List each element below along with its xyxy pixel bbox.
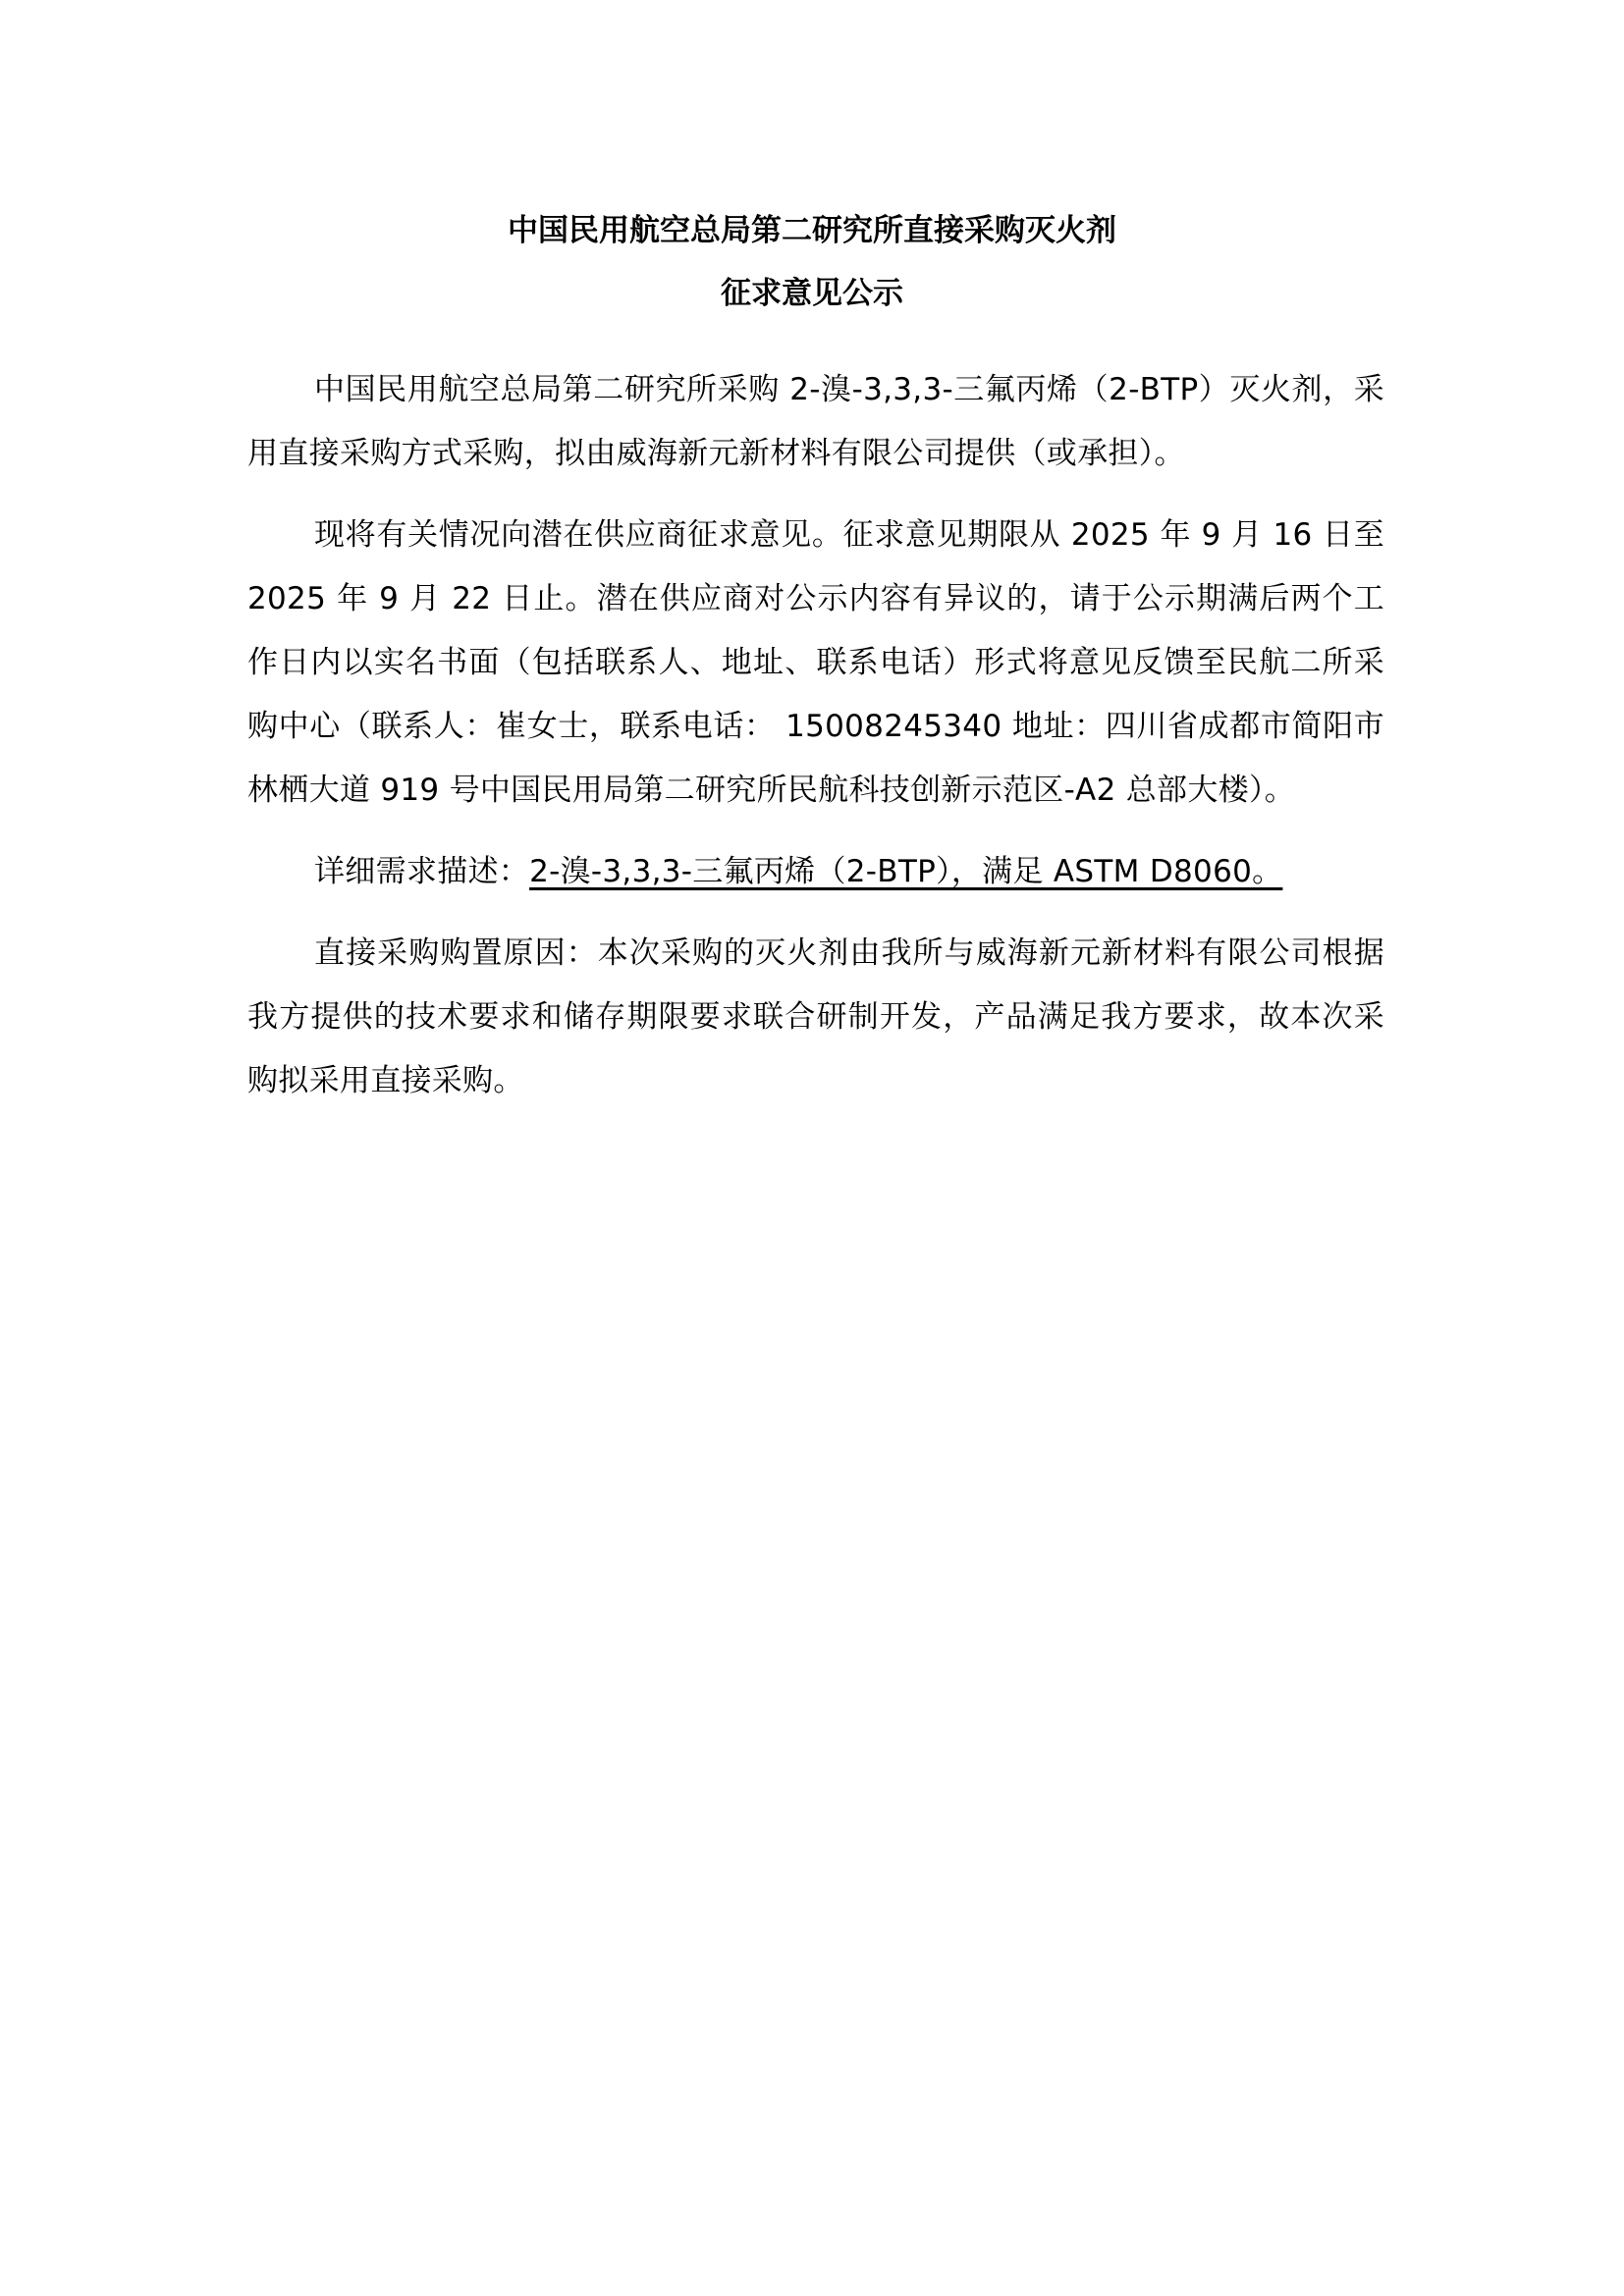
requirement-description-paragraph — [247, 840, 1384, 904]
document-body — [247, 358, 1384, 1113]
requirement-description-label: 详细需求描述： — [314, 854, 530, 889]
document-subtitle: 征求意见公示 — [721, 276, 903, 311]
requirement-description-value: 2-溴-3,3,3-三氟丙烯（2-BTP），满足 ASTM D8060。 — [529, 854, 1283, 889]
opinion-solicitation-paragraph: 现将有关情况向潜在供应商征求意见。征求意见期限从 2025 年 9 月 16 日至 2025 年 9 月 22 日止。潜在供应商对公示内容有异议的，请于公示期满后两个工作日内以实名书面（包括联系人、地址、联系电话）形式将意见反馈至民航二所采购中心（联系人：崔女士，联系电话： 15008245340 地址：四川省成都市简阳市林栖大道 919 号中国民用局第二研究所民航科技创新示范区-A2 总部大楼）。 — [247, 517, 1384, 808]
document-title: 中国民用航空总局第二研究所直接采购灭火剂 — [508, 213, 1116, 248]
procurement-summary-paragraph: 中国民用航空总局第二研究所采购 2-溴-3,3,3-三氟丙烯（2-BTP）灭火剂，采用直接采购方式采购，拟由威海新元新材料有限公司提供（或承担）。 — [247, 372, 1384, 471]
procurement-reason-paragraph: 直接采购购置原因：本次采购的灭火剂由我所与威海新元新材料有限公司根据我方提供的技术要求和储存期限要求联合研制开发，产品满足我方要求，故本次采购拟采用直接采购。 — [247, 935, 1384, 1098]
